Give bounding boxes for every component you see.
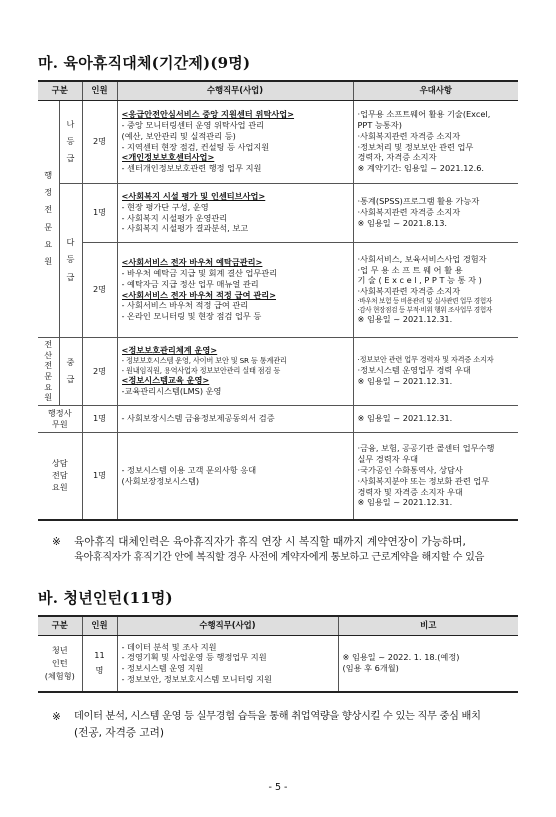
duty-cell <box>118 343 353 398</box>
count-cell: 2명 <box>82 337 117 405</box>
page-number: - 5 - <box>268 782 288 793</box>
cell-line: ※ 계약기간: 임용일 ~ 2021.12.6. <box>357 163 485 174</box>
cell-line: - 온라인 모니터링 및 현장 점검 업무 등 <box>121 311 262 322</box>
table-row <box>38 183 518 242</box>
header-count: 인원 <box>82 81 117 100</box>
count-unit: 명 <box>95 665 104 676</box>
cell-line: ·사회복지관련 자격증 소지자 <box>357 286 461 297</box>
grade-label-na: 나등급 <box>66 118 75 164</box>
note-line: 데이터 분석, 시스템 운영 등 실무경험 습득을 통해 취업역량을 향상시킬 수 있는 직무 중심 배치 <box>74 711 481 722</box>
section-title-parental-leave: 마. 육아휴직대체(기간제)(9명) <box>38 54 251 72</box>
table-row <box>38 337 518 405</box>
cell-line: (예산, 보안관리 및 실적관리 등) <box>121 130 236 141</box>
table-row <box>38 242 518 337</box>
cell-line: - 원내임직원, 용역사업자 정보보안관리 실태 점검 등 <box>121 365 281 375</box>
cell-line: ※ 임용일 ~ 2021.12.31. <box>357 497 453 508</box>
cell-line: - 정보보안, 정보보호시스템 모니터링 지원 <box>121 674 272 685</box>
cell-line: ·국가공인 수화통역사, 상담사 <box>357 464 463 475</box>
cell-line: <정보시스템교육 운영> <box>121 375 210 386</box>
note-line: 육아휴직자가 휴직기간 안에 복직할 경우 사전에 계약자에게 통보하고 근로계약을 해지할 수 있음 <box>74 552 485 564</box>
cell-line: ·업무용 소프트웨어 활용 기술(Excel, <box>357 109 491 120</box>
intern-label: 청년 <box>51 644 68 655</box>
cell-line: - 정보시스템 이용 고객 문의사항 응대 <box>121 464 257 475</box>
grade-label-da: 다등급 <box>66 237 75 282</box>
cell-line: ·정보시스템 운영업무 경력 우대 <box>357 364 471 375</box>
note-mark: ※ <box>52 536 61 548</box>
count-cell: 1명 <box>82 405 117 432</box>
preference-cell <box>354 441 519 510</box>
count-cell: 2명 <box>82 242 117 337</box>
preference-cell <box>354 252 519 328</box>
cell-line: ※ 임용일 ~ 2021.12.31. <box>357 314 453 325</box>
header-remark: 비고 <box>338 616 518 635</box>
youth-intern-table <box>38 615 518 693</box>
cell-line: ※ 임용일 ~ 2022. 1. 18.(예정) <box>342 652 460 663</box>
cell-line: - 사회복지 시설평가 운영관리 <box>121 212 228 223</box>
table-row <box>38 405 518 432</box>
header-category: 구분 <box>38 81 82 100</box>
duty-cell <box>118 255 353 324</box>
cell-line: - 경영기획 및 사업운영 등 행정업무 지원 <box>121 652 267 663</box>
cell-line: - 정보시스템 운영 지원 <box>121 663 204 674</box>
cell-line: 기 술 ( E x c e l , P P T 능 통 자 ) <box>357 275 482 286</box>
count-cell: 1명 <box>82 183 117 242</box>
parental-leave-table <box>38 80 518 521</box>
cell-line: (사회보장정보시스템) <box>121 475 200 486</box>
note-youth-intern <box>52 709 481 741</box>
duty-cell <box>118 640 338 687</box>
count-cell: 2명 <box>82 100 117 183</box>
group-label-counsel: 상담전담요원 <box>51 457 68 492</box>
table-row <box>38 100 518 183</box>
cell-line: ·정보보안 관련 업무 경력자 및 자격증 소지자 <box>357 355 494 365</box>
table-row <box>38 635 518 692</box>
cell-line: - 예탁자금 지급 정산 업무 매뉴얼 관리 <box>121 278 259 289</box>
cell-line: - 정보보호시스템 운영, 사이버 보안 및 SR 등 통계관리 <box>121 356 287 366</box>
cell-line: ·금융, 보험, 공공기관 콜센터 업무수행 <box>357 443 495 454</box>
section-title-youth-intern: 바. 청년인턴(11명) <box>38 589 173 607</box>
cell-line: ·사회복지관련 자격증 소지자 <box>357 130 461 141</box>
group-label-it: 전산전문요원 <box>44 339 53 403</box>
note-parental-leave <box>52 534 484 566</box>
table-header-row <box>38 81 518 100</box>
cell-line: ※ 임용일 ~ 2021.12.31. <box>357 375 453 386</box>
cell-line: <정보보호관리체계 운영> <box>121 345 218 356</box>
cell-line: <개인정보보호센터사업> <box>121 152 215 163</box>
cell-line: 실무 경력자 우대 <box>357 454 419 465</box>
note-line: 육아휴직 대체인력은 육아휴직자가 휴직 연장 시 복직할 때까지 계약연장이 가능하며, <box>74 536 466 548</box>
cell-line: <응급안전안심서비스 중앙 지원센터 위탁사업> <box>121 109 295 120</box>
cell-line: <사회복지 시설 평가 및 인센티브사업> <box>121 190 266 201</box>
count-number: 11 <box>94 649 105 660</box>
cell-line: - 데이터 분석 및 조사 지원 <box>121 641 217 652</box>
note-mark: ※ <box>52 711 61 723</box>
header-preference: 우대사항 <box>353 81 518 100</box>
cell-line: -교육관리시스템(LMS) 운영 <box>121 385 222 396</box>
cell-line: - 바우처 예탁금 지급 및 회계 결산 업무관리 <box>121 267 278 278</box>
cell-line: - 중앙 모니터링센터 운영 위탁사업 관리 <box>121 119 265 130</box>
header-duty: 수행직무(사업) <box>117 81 353 100</box>
preference-cell <box>354 194 519 230</box>
group-label-admin: 행정전문요원 <box>44 169 53 266</box>
cell-line: - 지역센터 현장 점검, 컨설팅 등 사업지원 <box>121 141 270 152</box>
cell-line: 경력자 및 자격증 소지자 우대 <box>357 486 463 497</box>
cell-line: <사회서비스 전자 바우처 예탁금관리> <box>121 257 263 268</box>
cell-line: - 센터개인정보보호관련 행정 업무 지원 <box>121 163 262 174</box>
preference-cell <box>354 107 519 176</box>
grade-label-jung: 중급 <box>66 356 75 384</box>
preference-cell: ※ 임용일 ~ 2021.12.31. <box>357 413 453 424</box>
intern-label: (체험형) <box>44 670 75 681</box>
cell-line: - 현장 평가단 구성, 운영 <box>121 201 209 212</box>
remark-cell <box>339 650 519 676</box>
note-line: (전공, 자격증 고려) <box>74 726 165 739</box>
cell-line: ·감사 현장점검 등 부적·비위 행위 조사업무 경험자 <box>357 305 492 314</box>
count-cell: 1명 <box>82 432 117 520</box>
cell-line: 경력자, 자격증 소지자 <box>357 152 437 163</box>
cell-line: ·업 무 용 소 프 트 웨 어 활 용 <box>357 264 463 275</box>
header-duty: 수행직무(사업) <box>117 616 338 635</box>
cell-line: ·사회복지분야 또는 정보화 관련 업무 <box>357 475 490 486</box>
duty-cell: - 사회보장시스템 금융정보제공동의서 검증 <box>121 413 275 424</box>
cell-line: PPT 능통자) <box>357 119 402 130</box>
intern-label: 인턴 <box>51 657 68 668</box>
group-label-office: 행정사무원 <box>47 407 72 429</box>
header-count: 인원 <box>82 616 117 635</box>
cell-line: ·바우처 보험 등 비용관리 및 실사관련 업무 경험자 <box>357 297 492 306</box>
preference-cell <box>354 353 519 388</box>
cell-line: <사회서비스 전자 바우처 적정 급여 관리> <box>121 289 277 300</box>
cell-line: - 사회서비스 바우처 적정 급여 관리 <box>121 300 249 311</box>
duty-cell <box>118 463 353 489</box>
cell-line: ·사회서비스, 보육서비스사업 경험자 <box>357 253 487 264</box>
header-category: 구분 <box>38 616 82 635</box>
cell-line: ·사회복지관련 자격증 소지자 <box>357 207 461 218</box>
cell-line: ※ 임용일 ~ 2021.8.13. <box>357 217 448 228</box>
duty-cell <box>118 189 353 236</box>
cell-line: ·정보처리 및 정보보안 관련 업무 <box>357 141 474 152</box>
cell-line: ·통계(SPSS)프로그램 활용 가능자 <box>357 196 480 207</box>
duty-cell <box>118 107 353 176</box>
cell-line: - 사회복지 시설평가 결과분석, 보고 <box>121 223 249 234</box>
table-header-row <box>38 616 518 635</box>
cell-line: (임용 후 6개월) <box>342 663 399 674</box>
table-row <box>38 432 518 520</box>
